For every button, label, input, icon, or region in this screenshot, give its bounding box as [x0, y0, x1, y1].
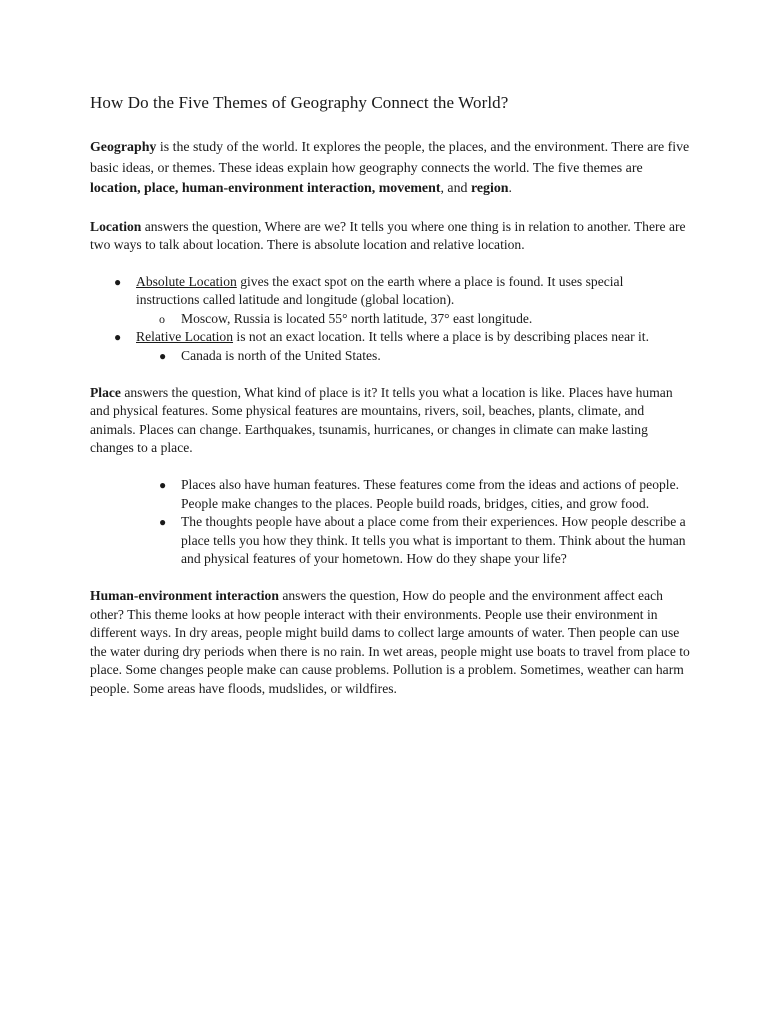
bullet-icon: ●: [159, 349, 167, 364]
relative-text: is not an exact location. It tells where a place is by describing places near it.: [233, 329, 649, 345]
location-paragraph: [90, 218, 690, 255]
hei-term: Human-environment interaction: [90, 588, 279, 603]
location-list: [90, 273, 690, 366]
hei-text: answers the question, How do people and the environment affect each other? This theme looks at how people interact with their environments. People use their environment in different ways. In dry areas, people might build dams to collect large amounts of water. Then people can use the water during dry periods when there is no rain. In wet areas, people might use boats to travel from place to place. Some changes people make can cause problems. Pollution is a problem. Sometimes, weather can harm people. Some areas have floods, mudslides, or wildfires.: [90, 588, 690, 696]
list-item-thoughts: [90, 513, 690, 569]
canada-example: Canada is north of the United States.: [181, 348, 381, 364]
place-text: answers the question, What kind of place is it? It tells you what a location is like. Places have human and physical features. Some physical features are mountains, rivers, soil, beaches, plants, climate, and animals. Places can change. Earthquakes, tsunamis, hurricanes, or changes in climate can make lasting changes to a place.: [90, 384, 673, 456]
intro-last-theme: region: [470, 181, 509, 196]
list-item-human-features: [90, 476, 690, 513]
hei-paragraph: [90, 587, 690, 699]
absolute-text: gives the exact spot on the earth where a place is found. It uses special instructions called latitude and longitude (global location).: [136, 273, 624, 308]
bullet-icon: ●: [114, 274, 122, 289]
location-term: Location: [90, 218, 142, 234]
intro-text: is the study of the world. It explores the people, the places, and the environment. There are five basic ideas, or themes. These ideas explain how geography connects the world. The five themes are: [90, 140, 690, 176]
list-subitem-moscow: [90, 310, 690, 329]
bullet-icon: ●: [159, 478, 167, 493]
place-list: [90, 476, 690, 569]
intro-term: Geography: [90, 140, 157, 155]
document-title: How Do the Five Themes of Geography Connect the World?: [90, 93, 509, 112]
intro-and: , and: [440, 181, 471, 196]
location-text: answers the question, Where are we? It tells you where one thing is in relation to another. There are two ways to talk about location. There is absolute location and relative location.: [90, 218, 686, 253]
bullet-icon: ●: [114, 330, 122, 345]
intro-paragraph: [90, 138, 690, 200]
relative-term: Relative Location: [136, 329, 234, 345]
absolute-term: Absolute Location: [136, 273, 237, 289]
list-item-absolute: [90, 273, 690, 329]
document-page: [90, 92, 690, 717]
moscow-example: Moscow, Russia is located 55° north latitude, 37° east longitude.: [181, 310, 533, 326]
intro-themes: location, place, human-environment interaction, movement: [90, 181, 441, 196]
intro-period: .: [508, 181, 512, 196]
place-term: Place: [90, 384, 121, 400]
place-paragraph: [90, 384, 690, 458]
circle-bullet-icon: o: [159, 311, 165, 326]
list-item-relative: [90, 328, 690, 365]
place-bullet-1: Places also have human features. These features come from the ideas and actions of people. People make changes to the places. People build roads, bridges, cities, and grow food.: [181, 477, 679, 511]
list-subitem-canada: [90, 347, 690, 366]
place-bullet-2: The thoughts people have about a place come from their experiences. How people describe a place tells you how they think. It tells you what is important to them. Think about the human and physical features of your hometown. How do they shape your life?: [181, 514, 686, 567]
bullet-icon: ●: [159, 515, 167, 530]
